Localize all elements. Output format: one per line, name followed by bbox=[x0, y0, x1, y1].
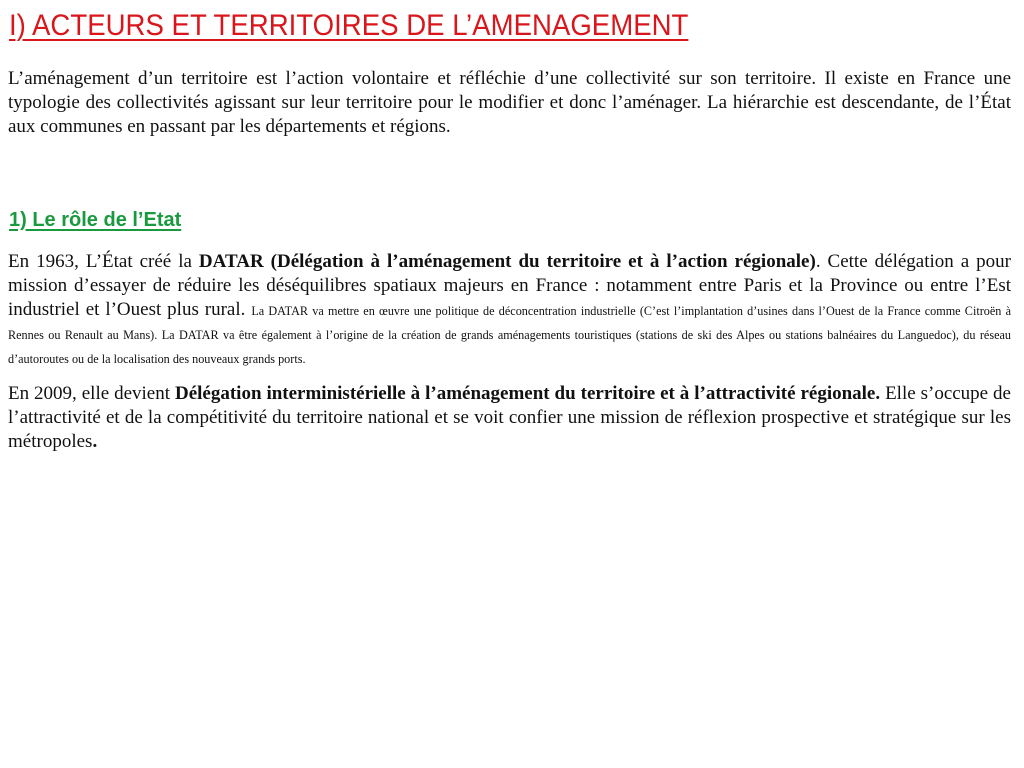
datar-bold-text: DATAR (Délégation à l’aménagement du territoire et à l’action régionale) bbox=[198, 251, 816, 272]
datar-2009-end-mark: . bbox=[92, 431, 98, 452]
datar-2009-bold-text: Délégation interministérielle à l’aménagement du territoire et à l’attractivité régionale. bbox=[174, 383, 881, 404]
section-heading: 1) Le rôle de l’Etat bbox=[9, 209, 182, 231]
datar-body-text: . Cette délégation a pour mission d’essayer de réduire les déséquilibres spatiaux majeurs en France : notamment entre Paris et la Province ou entre l’Est industriel et l’Ouest plus rural. bbox=[8, 251, 1011, 320]
datar-lead-text: En 1963, L’État créé la bbox=[8, 251, 199, 272]
intro-paragraph: L’aménagement d’un territoire est l’action volontaire et réfléchie d’une collectivité sur son territoire. Il existe en France une typologie des collectivités agissant sur leur territoire pour le modifier et donc l’aménager. La hiérarchie est descendante, de l’État aux communes en passant par les départements et régions. bbox=[8, 68, 1011, 137]
datar-2009-body-text: Elle s’occupe de l’attractivité et de la compétitivité du territoire national et se voit confier une mission de réflexion prospective et stratégique sur les métropoles bbox=[8, 383, 1011, 452]
datar-2009-paragraph bbox=[8, 382, 1011, 454]
datar-paragraph bbox=[8, 250, 1011, 370]
datar-small-text: La DATAR va mettre en œuvre une politique de déconcentration industrielle (C’est l’implantation d’usines dans l’Ouest de la France comme Citroën à Rennes ou Renault au Mans). La DATAR va être également à l’origine de la création de grands aménagements touristiques (stations de ski des Alpes ou stations balnéaires du Languedoc), du réseau d’autoroutes ou de la localisation des nouveaux grands ports. bbox=[8, 304, 1011, 366]
slide-title: I) ACTEURS ET TERRITOIRES DE L’AMENAGEMENT bbox=[9, 9, 689, 42]
datar-2009-lead-text: En 2009, elle devient bbox=[8, 383, 175, 404]
